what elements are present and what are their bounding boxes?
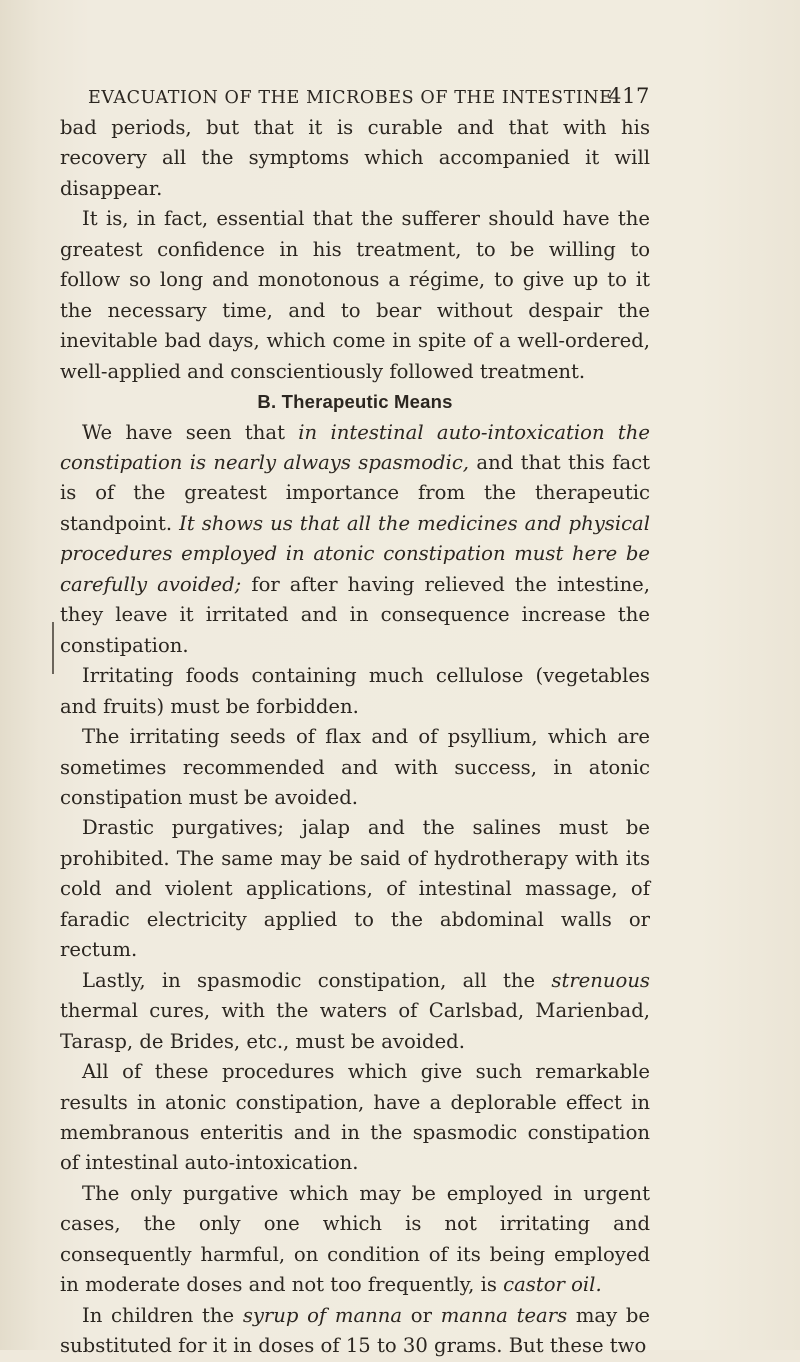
paragraph (60, 1301, 650, 1362)
text-run: Drastic purgatives; jalap and the salines must be prohibited. The same may be said of hydrotherapy with its cold and violent applications, of intestinal massage, of faradic electricity applied to the abdominal walls or rectum. (60, 816, 650, 962)
text-run: Irritating foods containing much cellulose (vegetables and fruits) must be forbidden. (60, 664, 650, 718)
text-run: We have seen that (82, 420, 299, 444)
text-run: or (402, 1303, 441, 1327)
page-body (60, 113, 650, 1362)
running-title: EVACUATION OF THE MICROBES OF THE INTESTINE (88, 88, 613, 108)
text-run: for after having relieved the intestine, they leave it irritated and in consequence increase the constipation. (60, 572, 651, 657)
paragraph (60, 722, 650, 813)
text-run: bad periods, but that it is curable and that with his recovery all the symptoms which accompanied it will disappear. (60, 116, 650, 200)
running-header (88, 84, 650, 112)
italic-run: strenuous (551, 968, 650, 992)
text-run: Lastly, in spasmodic constipation, all the (82, 968, 552, 992)
paragraph (60, 661, 650, 722)
text-run: All of these procedures which give such remarkable results in atonic constipation, have a deplorable effect in membranous enteritis and in the spasmodic constipation of intestinal auto-intoxication. (60, 1060, 650, 1175)
page-number: 417 (608, 84, 650, 108)
text-run: In children the (82, 1303, 243, 1327)
italic-run: It shows us that all the medicines and physical procedures employed in atonic constipation must here be carefully avoided; (60, 511, 651, 596)
paragraph (60, 1179, 650, 1301)
text-run: may be substituted for it in doses of 15 to 30 grams. But these two (60, 1303, 651, 1358)
italic-run: in intestinal auto-intoxication the constipation is nearly always spasmodic, (60, 420, 650, 474)
text-run: thermal cures, with the waters of Carlsbad, Marienbad, Tarasp, de Brides, etc., must be avoided. (60, 999, 650, 1053)
paragraph (60, 813, 650, 965)
text-run: and that this fact is of the greatest importance from the therapeutic standpoint. (60, 450, 651, 535)
italic-run: syrup of manna (242, 1303, 403, 1327)
paragraph (60, 113, 650, 204)
italic-run: castor oil. (503, 1273, 602, 1297)
text-run: It is, in fact, essential that the sufferer should have the greatest confidence in his treatment, to be willing to follow so long and monotonous a régime, to give up to it the necessary time, and to bear without despair the inevitable bad days, which come in spite of a well-ordered, well-applied and conscientiously followed treatment. (60, 207, 650, 383)
paragraph (60, 418, 650, 662)
italic-run: manna tears (440, 1303, 568, 1327)
paragraph (60, 204, 650, 387)
paragraph (60, 966, 650, 1057)
section-heading: B. Therapeutic Means (257, 391, 453, 413)
margin-mark (52, 622, 54, 674)
paragraph (60, 1057, 650, 1179)
text-run: The only purgative which may be employed in urgent cases, the only one which is not irritating and consequently harmful, on condition of its being employed in moderate doses and not too frequently, is (60, 1181, 650, 1297)
text-run: The irritating seeds of flax and of psyllium, which are sometimes recommended and with success, in atonic constipation must be avoided. (60, 725, 650, 809)
